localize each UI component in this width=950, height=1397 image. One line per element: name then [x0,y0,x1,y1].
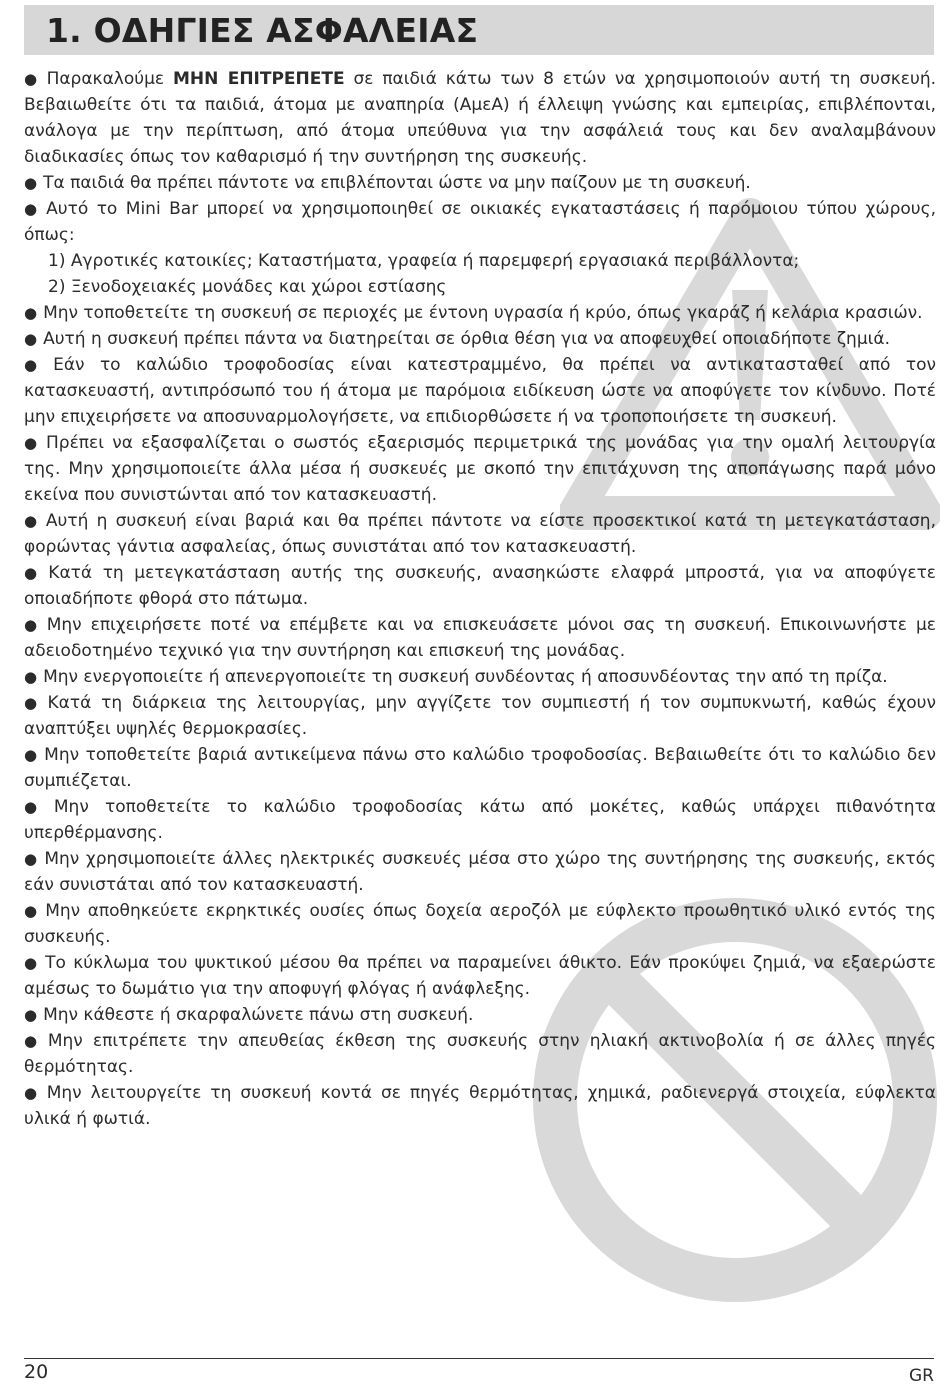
list-item [24,430,936,508]
list-item-text: Το κύκλωμα του ψυκτικού μέσου θα πρέπει να παραμείνει άθικτο. Εάν προκύψει ζημιά, να εξαερώστε αμέσως το δωμάτιο για την αποφυγή φλόγας ή ανάφλεξης. [24,953,936,999]
list-item [24,170,936,196]
list-item-text: Μην τοποθετείτε τη συσκευή σε περιοχές με έντονη υγρασία ή κρύο, όπως γκαράζ ή κελάρια κρασιών. [43,303,923,323]
page-number: 20 [24,1361,49,1383]
bullet-icon: ● [24,512,40,530]
list-item [24,794,936,846]
list-item-text: Μην τοποθετείτε το καλώδιο τροφοδοσίας κάτω από μοκέτες, καθώς υπάρχει πιθανότητα υπερθέρμανσης. [24,797,936,843]
footer-divider [24,1358,934,1359]
intro-rest: σε παιδιά κάτω των 8 ετών να χρησιμοποιούν αυτή τη συσκευή. Βεβαιωθείτε ότι τα παιδιά, άτομα με αναπηρία (ΑμεΑ) ή έλλειψη γνώσης και εμπειρίας, επιβλέπονται, ανάλογα με την περίπτωση, από άτομα υπεύθυνα για την ασφάλειά τους και δεν αναλαμβάνουν διαδικασίες όπως τον καθαρισμό ή την συντήρηση της συσκευής. [24,69,936,167]
bullet-icon: ● [24,954,40,972]
bullet-icon: ● [24,1006,38,1024]
list-item-text: Αυτό το Mini Bar μπορεί να χρησιμοποιηθεί σε οικιακές εγκαταστάσεις ή παρόμοιου τύπου χώρους, όπως: [24,199,936,245]
list-item-text: Εάν το καλώδιο τροφοδοσίας είναι κατεστραμμένο, θα πρέπει να αντικατασταθεί από τον κατασκευαστή, αντιπρόσωπό του ή άτομα με παρόμοια ειδίκευση ώστε να αποφύγετε τον κίνδυνο. Ποτέ μην επιχειρήσετε να αποσυναρμολογήσετε, να επιδιορθώσετε ή να τροποποιήσετε τη συσκευή. [24,355,936,427]
bullet-icon: ● [24,798,48,816]
list-item [24,1002,936,1028]
bullet-icon: ● [24,902,40,920]
list-item-text: Αυτή η συσκευή πρέπει πάντα να διατηρείται σε όρθια θέση για να αποφευχθεί οποιαδήποτε ζημιά. [43,329,891,349]
list-item-text: Μην ενεργοποιείτε ή απενεργοποιείτε τη συσκευή συνδέοντας ή αποσυνδέοντας την από τη πρίζα. [43,667,888,687]
section-header [24,5,934,55]
language-code: GR [909,1366,934,1386]
list-item-text: Μην τοποθετείτε βαριά αντικείμενα πάνω στο καλώδιο τροφοδοσίας. Βεβαιωθείτε ότι το καλώδιο δεν συμπιέζεται. [24,745,936,791]
bullet-icon: ● [24,330,38,348]
list-item [24,950,936,1002]
bullet-icon: ● [24,1084,41,1102]
list-item [24,898,936,950]
bullet-icon: ● [24,668,38,686]
list-item [24,196,936,248]
sub-list-item: 1) Αγροτικές κατοικίες; Καταστήματα, γραφεία ή παρεμφερή εργασιακά περιβάλλοντα; [48,251,800,271]
bullet-icon: ● [24,746,39,764]
list-item-text: Αυτή η συσκευή είναι βαριά και θα πρέπει πάντοτε να είστε προσεκτικοί κατά τη μετεγκατάσταση, φορώντας γάντια ασφαλείας, όπως συνιστάται από τον κατασκευαστή. [24,511,936,557]
list-item-text: Πρέπει να εξασφαλίζεται ο σωστός εξαερισμός περιμετρικά της μονάδας για την ομαλή λειτουργία της. Μην χρησιμοποιείτε άλλα μέσα ή συσκευές με σκοπό την επιτάχυνση της αποπάγωσης παρά μόνο εκείνα που συνιστώνται από τον κατασκευαστή. [24,433,936,505]
list-item-text: Μην λειτουργείτε τη συσκευή κοντά σε πηγές θερμότητας, χημικά, ραδιενεργά στοιχεία, εύφλεκτα υλικά ή φωτιά. [24,1083,936,1129]
bullet-icon: ● [24,304,38,322]
list-item-text: Κατά τη μετεγκατάσταση αυτής της συσκευής, ανασηκώστε ελαφρά μπροστά, για να αποφύγετε οποιαδήποτε φθορά στο πάτωμα. [24,563,936,609]
list-item-text: Μην επιτρέπετε την απευθείας έκθεση της συσκευής στην ηλιακή ακτινοβολία ή σε άλλες πηγές θερμότητας. [24,1031,936,1077]
list-item-text: Μην χρησιμοποιείτε άλλες ηλεκτρικές συσκευές μέσα στο χώρο της συντήρησης της συσκευής, εκτός εάν συνιστάται από τον κατασκευαστή. [24,849,936,895]
bullet-icon: ● [24,850,39,868]
list-item-text: Μην αποθηκεύετε εκρηκτικές ουσίες όπως δοχεία αεροζόλ με εύφλεκτο προωθητικό υλικό εντός της συσκευής. [24,901,936,947]
bullet-icon: ● [24,1032,42,1050]
bullet-icon: ● [24,694,42,712]
list-item [24,664,936,690]
intro-bold: ΜΗΝ ΕΠΙΤΡΕΠΕΤΕ [172,69,345,89]
list-item [24,300,936,326]
list-item-text: Μην επιχειρήσετε ποτέ να επέμβετε και να επισκευάσετε μόνοι σας τη συσκευή. Επικοινωνήστε με αδειοδοτημένο τεχνικό για την συντήρηση και επισκευή της μονάδας. [24,615,936,661]
list-item-text: Μην κάθεστε ή σκαρφαλώνετε πάνω στη συσκευή. [43,1005,474,1025]
list-item [24,66,936,170]
list-item [24,690,936,742]
list-item [24,560,936,612]
list-item [24,612,936,664]
bullet-icon: ● [24,564,43,582]
bullet-icon: ● [24,70,41,88]
list-item [24,1080,936,1132]
list-item [24,352,936,430]
list-item-text: Τα παιδιά θα πρέπει πάντοτε να επιβλέπονται ώστε να μην παίζουν με τη συσκευή. [43,173,751,193]
list-item [24,1028,936,1080]
sub-list-item: 2) Ξενοδοχειακές μονάδες και χώροι εστίασης [48,277,447,297]
bullet-icon: ● [24,174,38,192]
bullet-icon: ● [24,356,48,374]
bullet-icon: ● [24,616,41,634]
bullet-icon: ● [24,434,41,452]
safety-instructions [24,66,936,1132]
list-item [24,742,936,794]
list-item [24,326,936,352]
page-title: 1. ΟΔΗΓΙΕΣ ΑΣΦΑΛΕΙΑΣ [46,11,479,50]
list-item [24,846,936,898]
list-item-text: Κατά τη διάρκεια της λειτουργίας, μην αγγίζετε τον συμπιεστή ή τον συμπυκνωτή, καθώς έχουν αναπτύξει υψηλές θερμοκρασίες. [24,693,936,739]
intro-prefix: Παρακαλούμε [46,69,173,89]
list-item [24,508,936,560]
bullet-icon: ● [24,200,41,218]
